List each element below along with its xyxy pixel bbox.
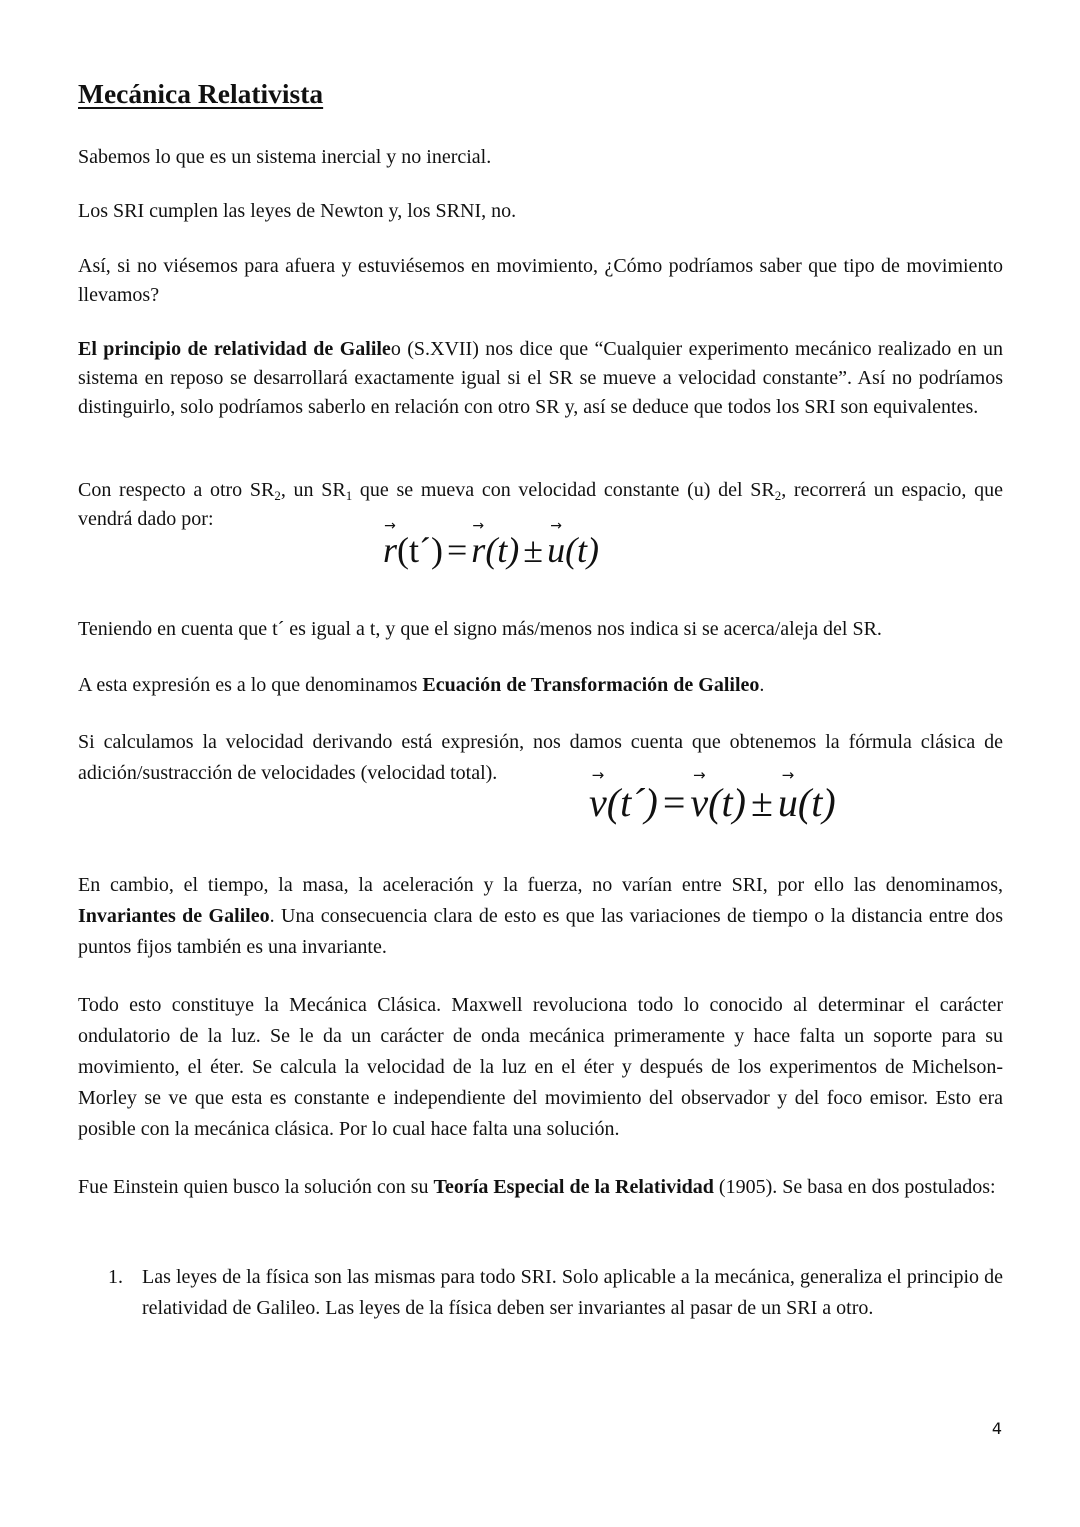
sr-text-c: que se mueva con velocidad constante (u) del SR [352, 479, 775, 501]
formula-plus-minus: ± [523, 530, 544, 570]
paragraph-movement-question: Así, si no viésemos para afuera y estuviésemos en movimiento, ¿Cómo podríamos saber que tipo de movimiento llevamos? [78, 255, 1003, 306]
transformation-text-b: . [759, 674, 765, 696]
sr-text-b: , un SR [280, 479, 346, 501]
vector-arrow-icon: → [591, 766, 605, 784]
formula-arg: (t) [485, 530, 520, 570]
formula-arg: (t´) [397, 530, 443, 570]
paragraph-transformation-equation [78, 671, 1003, 700]
invariants-text-b: . Una consecuencia clara de esto es que las variaciones de tiempo o la distancia entre dos puntos fijos también es una invariante. [78, 905, 1003, 958]
vector-r: → r [471, 518, 486, 570]
invariants-term: Invariantes de Galileo [78, 905, 270, 927]
einstein-theory-term: Teoría Especial de la Relatividad [433, 1176, 714, 1198]
formula-arg: (t´) [606, 780, 658, 825]
galileo-velocity-formula [589, 766, 836, 825]
vector-v-prime: → v [589, 766, 607, 825]
sr-text-d: , recorrerá un espacio, que vendrá dado por: [78, 479, 1004, 530]
sr-text-a: Con respecto a otro SR [78, 479, 275, 501]
paragraph-inertial-systems: Sabemos lo que es un sistema inercial y no inercial. [78, 146, 492, 168]
vector-arrow-icon: → [550, 518, 562, 534]
vector-v: → v [690, 766, 709, 825]
sr-subscript-1: 2 [274, 488, 281, 503]
vector-arrow-icon: → [781, 766, 795, 784]
vector-u: → u [547, 518, 566, 570]
vector-u: → u [777, 766, 798, 825]
formula-arg: (t) [797, 780, 836, 825]
list-item [78, 1262, 1003, 1324]
paragraph-reference-systems [78, 476, 1003, 534]
transformation-term: Ecuación de Transformación de Galileo [422, 674, 760, 696]
paragraph-classical-mechanics: Todo esto constituye la Mecánica Clásica. Maxwell revoluciona todo lo conocido al determinar el carácter ondulatorio de la luz. Se le da un carácter de onda mecánica primeramente y hace falta un soporte para su movimiento, el éter. Se calcula la velocidad de la luz en el éter y después de los experimentos de Michelson-Morley se ve que esta es constante e independiente del movimiento del observador y del foco emisor. Esto era posible con la mecánica clásica. Por lo cual hace falta una solución. [78, 994, 1003, 1140]
paragraph-galileo-principle [78, 335, 1003, 422]
formula-arg: (t) [565, 530, 600, 570]
formula-arg: (t) [708, 780, 746, 825]
page-number: 4 [991, 1419, 1002, 1438]
vector-arrow-icon: → [472, 518, 485, 534]
formula-equals: = [446, 530, 468, 570]
formula-plus-minus: ± [750, 780, 773, 825]
vector-arrow-icon: → [692, 766, 706, 784]
galileo-principle-text: o (S.XVII) nos dice que “Cualquier experimento mecánico realizado en un sistema en reposo se desarrollará exactamente igual si el SR se mueve a velocidad constante”. Así no podríamos distinguirlo, solo podríamos saberlo en relación con otro SR y, así se deduce que todos los SRI son equivalentes. [78, 338, 1004, 418]
paragraph-time-note: Teniendo en cuenta que t´ es igual a t, y que el signo más/menos nos indica si se acerca/aleja del SR. [78, 618, 882, 640]
galileo-position-formula [383, 518, 600, 570]
list-item-number: 1. [108, 1266, 123, 1288]
transformation-text-a: A esta expresión es a lo que denominamos [78, 674, 423, 696]
invariants-text-a: En cambio, el tiempo, la masa, la aceleración y la fuerza, no varían entre SRI, por ello las denominamos, [78, 874, 1003, 896]
sr-subscript-2: 1 [345, 488, 353, 503]
galileo-principle-term: El principio de relatividad de Galile [78, 338, 391, 360]
einstein-text-b: (1905). Se basa en dos postulados: [713, 1176, 996, 1198]
page-title: Mecánica Relativista [78, 78, 324, 109]
sr-subscript-3: 2 [774, 488, 782, 503]
paragraph-einstein-theory [78, 1172, 1003, 1203]
list-item-text: Las leyes de la física son las mismas para todo SRI. Solo aplicable a la mecánica, generaliza el principio de relatividad de Galileo. Las leyes de la física deben ser invariantes al pasar de un SRI a otro. [142, 1266, 1003, 1319]
einstein-text-a: Fue Einstein quien busco la solución con su [78, 1176, 434, 1198]
formula-equals: = [662, 780, 686, 825]
paragraph-galileo-invariants [78, 870, 1003, 963]
vector-r-prime: → r [383, 518, 398, 570]
vector-arrow-icon: → [384, 518, 396, 534]
paragraph-velocity-derivation: Si calculamos la velocidad derivando está expresión, nos damos cuenta que obtenemos la fórmula clásica de adición/sustracción de velocidades (velocidad total). [78, 731, 1003, 784]
paragraph-newton-laws: Los SRI cumplen las leyes de Newton y, los SRNI, no. [78, 200, 517, 222]
